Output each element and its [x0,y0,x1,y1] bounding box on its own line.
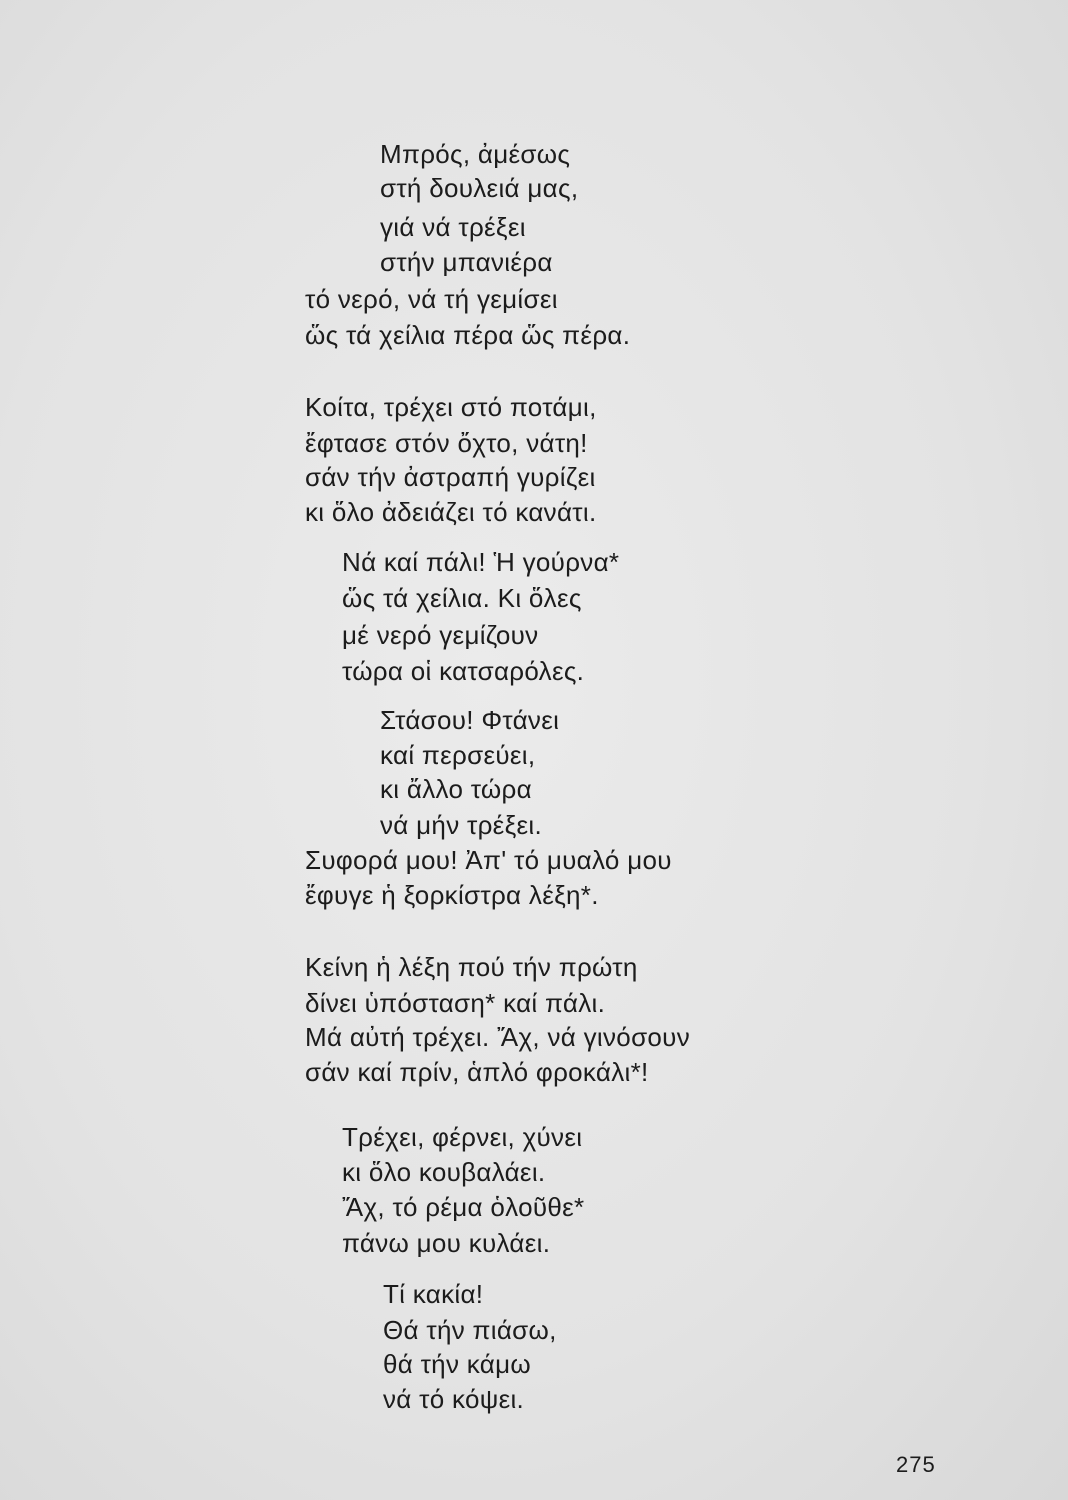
poem-line: νά μήν τρέξει. [380,810,543,840]
page-number: 275 [896,1452,936,1477]
poem-line: μέ νερό γεμίζουν [342,620,539,650]
poem-line: σάν τήν ἀστραπή γυρίζει [305,462,596,492]
poem-line: κι ὅλο κουβαλάει. [342,1157,546,1187]
poem-line: Συφορά μου! Ἀπ' τό μυαλό μου [305,845,672,875]
poem-line: Τί κακία! [383,1279,484,1309]
poem-line: σάν καί πρίν, ἁπλό φροκάλι*! [305,1057,649,1087]
poem-line: κι ὅλο ἀδειάζει τό κανάτι. [305,497,597,527]
poem-line: τό νερό, νά τή γεμίσει [305,284,558,314]
poem-line: θά τήν κάμω [383,1349,531,1379]
poem-line: νά τό κόψει. [383,1384,525,1414]
poem-line: Κοίτα, τρέχει στό ποτάμι, [305,392,597,422]
poem-line: Ἄχ, τό ρέμα ὁλοῦθε* [342,1192,585,1222]
poem-line: Στάσου! Φτάνει [380,705,560,735]
poem-line: ἔφυγε ἡ ξορκίστρα λέξη*. [305,880,599,910]
poem-line: γιά νά τρέξει [380,212,526,242]
poem-line: στήν μπανιέρα [380,247,553,277]
poem-line: κι ἄλλο τώρα [380,774,532,804]
poem-line: στή δουλειά μας, [380,173,579,203]
poem-line: καί περσεύει, [380,740,536,770]
poem-line: Μά αὐτή τρέχει. Ἄχ, νά γινόσουν [305,1022,690,1052]
poem-line: ἔφτασε στόν ὄχτο, νάτη! [305,428,588,458]
poem-line: ὥς τά χείλια. Κι ὅλες [342,583,582,613]
poem-line: Κείνη ἡ λέξη πού τήν πρώτη [305,952,638,982]
poem-line: ὥς τά χείλια πέρα ὥς πέρα. [305,320,631,350]
poem-line: Νά καί πάλι! Ἡ γούρνα* [342,547,620,577]
poem-line: πάνω μου κυλάει. [342,1228,551,1258]
poem-line: Τρέχει, φέρνει, χύνει [342,1122,583,1152]
poem-line: Θά τήν πιάσω, [383,1315,557,1345]
poem-line: τώρα οἱ κατσαρόλες. [342,656,585,686]
poem-line: δίνει ὑπόσταση* καί πάλι. [305,988,606,1018]
poem-line: Μπρός, ἀμέσως [380,139,571,169]
